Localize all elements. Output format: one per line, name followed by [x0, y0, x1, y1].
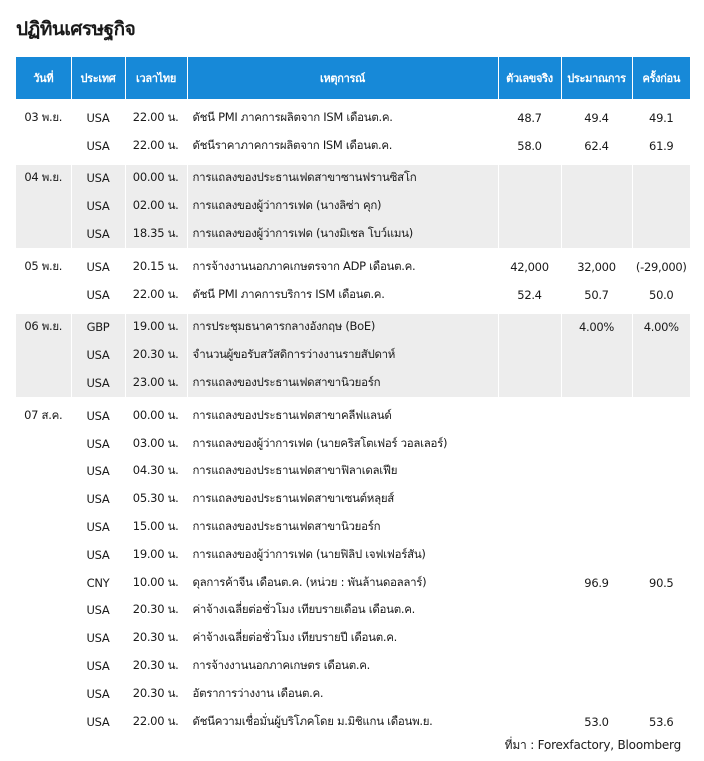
cell-date	[16, 569, 71, 597]
cell-actual	[498, 341, 561, 369]
header-forecast: ประมาณการ	[561, 57, 632, 102]
cell-forecast: 62.4	[561, 132, 632, 162]
cell-forecast	[561, 680, 632, 708]
cell-previous	[632, 162, 690, 192]
cell-previous	[632, 513, 690, 541]
cell-date: 06 พ.ย.	[16, 311, 71, 341]
cell-forecast: 32,000	[561, 250, 632, 280]
cell-time: 04.30 น.	[125, 458, 187, 486]
cell-forecast	[561, 369, 632, 399]
cell-event: ดัชนีความเชื่อมั่นผู้บริโภคโดย ม.มิชิแกน เดือนพ.ย.	[187, 708, 498, 736]
cell-time: 23.00 น.	[125, 369, 187, 399]
cell-forecast	[561, 624, 632, 652]
table-row	[16, 162, 690, 192]
cell-time: 20.30 น.	[125, 652, 187, 680]
cell-forecast	[561, 341, 632, 369]
cell-previous	[632, 341, 690, 369]
cell-country: USA	[71, 430, 125, 458]
cell-previous: 4.00%	[632, 311, 690, 341]
cell-previous	[632, 192, 690, 220]
cell-time: 22.00 น.	[125, 708, 187, 736]
cell-event: ดัชนี PMI ภาคการบริการ ISM เดือนต.ค.	[187, 281, 498, 311]
table-row	[16, 341, 690, 369]
cell-actual: 48.7	[498, 102, 561, 132]
cell-previous	[632, 369, 690, 399]
cell-actual	[498, 485, 561, 513]
cell-country: USA	[71, 341, 125, 369]
cell-forecast: 49.4	[561, 102, 632, 132]
cell-date	[16, 624, 71, 652]
table-row	[16, 430, 690, 458]
cell-date	[16, 541, 71, 569]
cell-time: 22.00 น.	[125, 132, 187, 162]
cell-country: USA	[71, 485, 125, 513]
table-row	[16, 458, 690, 486]
table-row	[16, 250, 690, 280]
cell-country: USA	[71, 597, 125, 625]
cell-forecast	[561, 597, 632, 625]
table-row	[16, 369, 690, 399]
cell-forecast	[561, 485, 632, 513]
cell-previous	[632, 624, 690, 652]
cell-time: 05.30 น.	[125, 485, 187, 513]
cell-time: 19.00 น.	[125, 311, 187, 341]
cell-actual	[498, 680, 561, 708]
cell-forecast	[561, 652, 632, 680]
cell-date	[16, 220, 71, 250]
cell-actual	[498, 458, 561, 486]
table-row	[16, 652, 690, 680]
table-row	[16, 485, 690, 513]
cell-event: การแถลงของประธานเฟดสาขาคลีฟแลนด์	[187, 399, 498, 429]
cell-previous	[632, 458, 690, 486]
table-row	[16, 132, 690, 162]
cell-event: การจ้างงานนอกภาคเกษตรจาก ADP เดือนต.ค.	[187, 250, 498, 280]
table-row	[16, 399, 690, 429]
cell-actual	[498, 569, 561, 597]
cell-country: USA	[71, 132, 125, 162]
cell-date	[16, 652, 71, 680]
table-row	[16, 311, 690, 341]
header-event: เหตุการณ์	[187, 57, 498, 102]
cell-forecast	[561, 399, 632, 429]
cell-actual	[498, 652, 561, 680]
cell-event: การแถลงของประธานเฟดสาขาเซนต์หลุยส์	[187, 485, 498, 513]
cell-country: USA	[71, 513, 125, 541]
cell-forecast: 96.9	[561, 569, 632, 597]
cell-previous: 53.6	[649, 714, 674, 729]
cell-country: USA	[71, 102, 125, 132]
cell-forecast	[561, 513, 632, 541]
table-row	[16, 597, 690, 625]
economic-calendar-table	[16, 57, 690, 736]
cell-event: ดัชนีราคาภาคการผลิตจาก ISM เดือนต.ค.	[187, 132, 498, 162]
cell-previous	[632, 220, 690, 250]
cell-country: USA	[71, 541, 125, 569]
cell-country: CNY	[71, 569, 125, 597]
cell-previous	[632, 652, 690, 680]
header-country: ประเทศ	[71, 57, 125, 102]
cell-date	[16, 513, 71, 541]
cell-country: USA	[71, 708, 125, 736]
cell-time: 10.00 น.	[125, 569, 187, 597]
cell-forecast	[561, 430, 632, 458]
cell-date	[16, 597, 71, 625]
cell-actual	[498, 162, 561, 192]
cell-previous	[632, 430, 690, 458]
cell-previous: 90.5	[649, 575, 674, 590]
cell-event: การแถลงของผู้ว่าการเฟด (นายฟิลิป เจฟเฟอร์สัน)	[187, 541, 498, 569]
cell-date	[16, 708, 71, 736]
cell-time: 20.30 น.	[125, 597, 187, 625]
cell-date	[16, 458, 71, 486]
cell-country: USA	[71, 250, 125, 280]
page-title: ปฏิทินเศรษฐกิจ	[16, 18, 136, 40]
cell-event: ดุลการค้าจีน เดือนต.ค. (หน่วย : พันล้านดอลลาร์)	[187, 569, 498, 597]
cell-date: 04 พ.ย.	[16, 162, 71, 192]
cell-time: 22.00 น.	[125, 102, 187, 132]
cell-previous	[632, 680, 690, 708]
cell-event: การแถลงของประธานเฟดสาขาซานฟรานซิสโก	[187, 162, 498, 192]
table-row	[16, 541, 690, 569]
cell-event: ค่าจ้างเฉลี่ยต่อชั่วโมง เทียบรายเดือน เดือนต.ค.	[187, 597, 498, 625]
cell-country: USA	[71, 399, 125, 429]
cell-time: 03.00 น.	[125, 430, 187, 458]
cell-event: การแถลงของผู้ว่าการเฟด (นายคริสโตเฟอร์ วอลเลอร์)	[187, 430, 498, 458]
cell-actual: 52.4	[498, 281, 561, 311]
table-row	[16, 680, 690, 708]
cell-date	[16, 485, 71, 513]
cell-date	[16, 430, 71, 458]
cell-actual	[498, 220, 561, 250]
cell-time: 00.00 น.	[125, 162, 187, 192]
cell-event: การจ้างงานนอกภาคเกษตร เดือนต.ค.	[187, 652, 498, 680]
cell-event: การประชุมธนาคารกลางอังกฤษ (BoE)	[187, 311, 498, 341]
header-previous: ครั้งก่อน	[632, 57, 690, 102]
cell-time: 02.00 น.	[125, 192, 187, 220]
header-time: เวลาไทย	[125, 57, 187, 102]
cell-time: 20.30 น.	[125, 624, 187, 652]
cell-time: 19.00 น.	[125, 541, 187, 569]
cell-actual	[498, 399, 561, 429]
cell-event: การแถลงของประธานเฟดสาขาฟิลาเดลเฟีย	[187, 458, 498, 486]
table-row	[16, 624, 690, 652]
cell-actual	[498, 541, 561, 569]
cell-actual: 42,000	[498, 250, 561, 280]
cell-event: อัตราการว่างงาน เดือนต.ค.	[187, 680, 498, 708]
cell-forecast	[561, 541, 632, 569]
cell-previous: (-29,000)	[632, 250, 690, 280]
cell-forecast: 53.0	[561, 708, 632, 736]
cell-forecast	[561, 220, 632, 250]
cell-country: USA	[71, 458, 125, 486]
cell-event: จำนวนผู้ขอรับสวัสดิการว่างงานรายสัปดาห์	[187, 341, 498, 369]
cell-country: USA	[71, 162, 125, 192]
cell-time: 20.30 น.	[125, 680, 187, 708]
cell-date: 07 ส.ค.	[16, 399, 71, 429]
cell-event: การแถลงของผู้ว่าการเฟด (นางลิซ่า คุก)	[187, 192, 498, 220]
cell-event: ดัชนี PMI ภาคการผลิตจาก ISM เดือนต.ค.	[187, 102, 498, 132]
cell-time: 20.15 น.	[125, 250, 187, 280]
cell-time: 20.30 น.	[125, 341, 187, 369]
cell-country: USA	[71, 369, 125, 399]
cell-actual	[498, 708, 561, 736]
cell-date: 05 พ.ย.	[16, 250, 71, 280]
cell-event: การแถลงของประธานเฟดสาขานิวยอร์ก	[187, 369, 498, 399]
cell-date	[16, 132, 71, 162]
cell-previous	[632, 399, 690, 429]
cell-actual	[498, 369, 561, 399]
header-actual: ตัวเลขจริง	[498, 57, 561, 102]
cell-forecast	[561, 458, 632, 486]
cell-previous: 50.0	[649, 287, 674, 302]
header-date: วันที่	[16, 57, 71, 102]
cell-actual	[498, 624, 561, 652]
cell-previous: 49.1	[632, 102, 690, 132]
cell-previous	[632, 597, 690, 625]
table-row	[16, 708, 690, 736]
cell-country: USA	[71, 192, 125, 220]
cell-actual	[498, 430, 561, 458]
cell-forecast: 50.7	[561, 281, 632, 311]
cell-previous	[632, 485, 690, 513]
cell-actual: 58.0	[498, 132, 561, 162]
cell-date	[16, 341, 71, 369]
table-row	[16, 192, 690, 220]
cell-event: การแถลงของประธานเฟดสาขานิวยอร์ก	[187, 513, 498, 541]
cell-actual	[498, 311, 561, 341]
cell-event: ค่าจ้างเฉลี่ยต่อชั่วโมง เทียบรายปี เดือนต.ค.	[187, 624, 498, 652]
cell-date	[16, 281, 71, 311]
cell-date: 03 พ.ย.	[16, 102, 71, 132]
cell-previous	[632, 541, 690, 569]
cell-country: USA	[71, 624, 125, 652]
cell-time: 15.00 น.	[125, 513, 187, 541]
table-row	[16, 513, 690, 541]
table-row	[16, 281, 690, 311]
cell-time: 00.00 น.	[125, 399, 187, 429]
cell-time: 22.00 น.	[125, 281, 187, 311]
cell-actual	[498, 513, 561, 541]
table-row	[16, 220, 690, 250]
table-header-row	[16, 57, 690, 102]
cell-country: USA	[71, 680, 125, 708]
cell-date	[16, 369, 71, 399]
cell-forecast	[561, 192, 632, 220]
cell-actual	[498, 597, 561, 625]
cell-time: 18.35 น.	[125, 220, 187, 250]
cell-forecast: 4.00%	[561, 311, 632, 341]
cell-forecast	[561, 162, 632, 192]
cell-actual	[498, 192, 561, 220]
cell-previous: 61.9	[649, 138, 674, 153]
cell-country: USA	[71, 220, 125, 250]
cell-country: GBP	[71, 311, 125, 341]
cell-date	[16, 680, 71, 708]
cell-country: USA	[71, 652, 125, 680]
table-row	[16, 569, 690, 597]
table-row	[16, 102, 690, 132]
cell-country: USA	[71, 281, 125, 311]
cell-date	[16, 192, 71, 220]
source-note: ที่มา : Forexfactory, Bloomberg	[504, 738, 681, 752]
cell-event: การแถลงของผู้ว่าการเฟด (นางมิเชล โบว์แมน)	[187, 220, 498, 250]
